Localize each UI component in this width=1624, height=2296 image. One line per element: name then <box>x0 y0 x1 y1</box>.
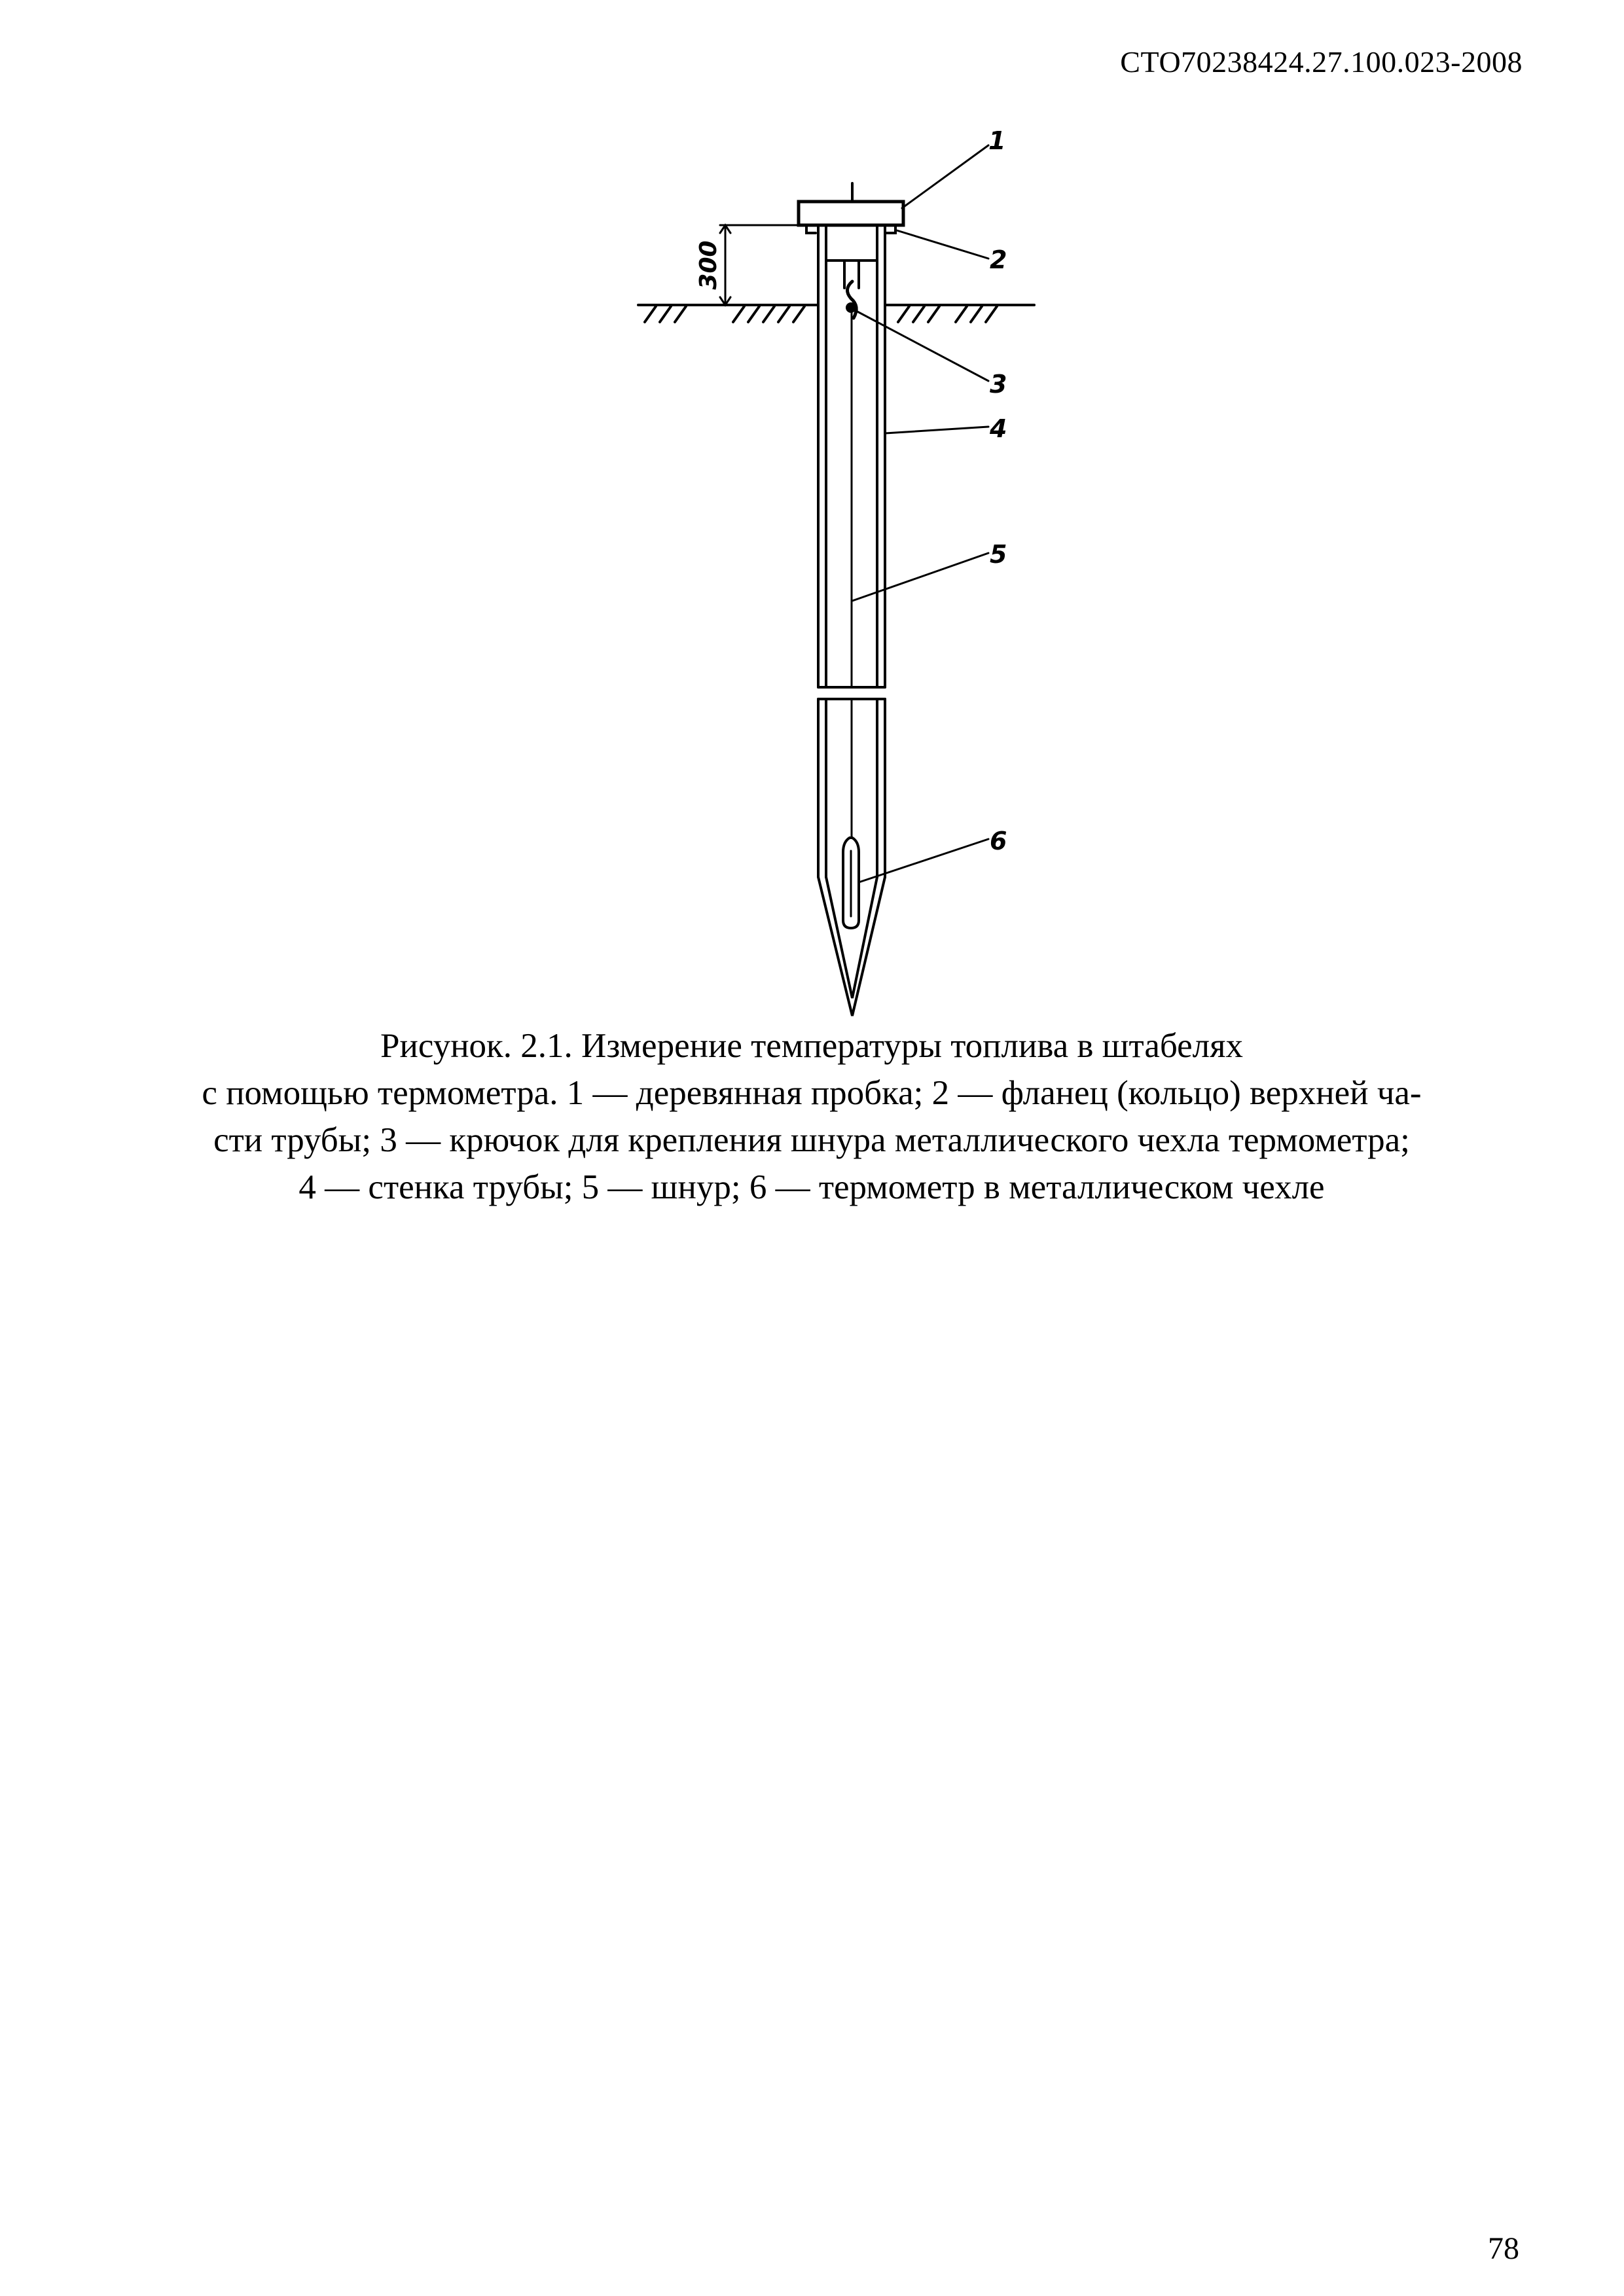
caption-line: Рисунок. 2.1. Измерение температуры топлива в штабелях <box>380 1027 1243 1065</box>
figure-caption <box>131 1022 1492 1211</box>
caption-line: с помощью термометра. 1 — деревянная пробка; 2 — фланец (кольцо) верхней ча- <box>202 1074 1422 1112</box>
thermometer-pipe-diagram <box>0 0 1624 1021</box>
leader-lines <box>852 145 988 882</box>
callout-2: 2 <box>990 245 1007 274</box>
page-number: 78 <box>1488 2231 1519 2266</box>
caption-line: 4 — стенка трубы; 5 — шнур; 6 — термометр в металлическом чехле <box>298 1168 1325 1206</box>
callout-5: 5 <box>990 540 1007 569</box>
dimension-300 <box>720 225 806 305</box>
callout-4: 4 <box>990 414 1007 443</box>
wooden-plug <box>799 202 903 225</box>
ground-line <box>638 305 1034 322</box>
hook-knot <box>847 304 855 312</box>
callout-3: 3 <box>990 370 1007 399</box>
document-code: СТО70238424.27.100.023-2008 <box>1120 45 1523 79</box>
thermometer-case <box>843 838 859 928</box>
caption-line: сти трубы; 3 — крючок для крепления шнура металлического чехла термометра; <box>213 1121 1410 1159</box>
callout-6: 6 <box>990 827 1007 855</box>
callout-1: 1 <box>988 126 1006 155</box>
dimension-label: 300 <box>695 240 722 290</box>
